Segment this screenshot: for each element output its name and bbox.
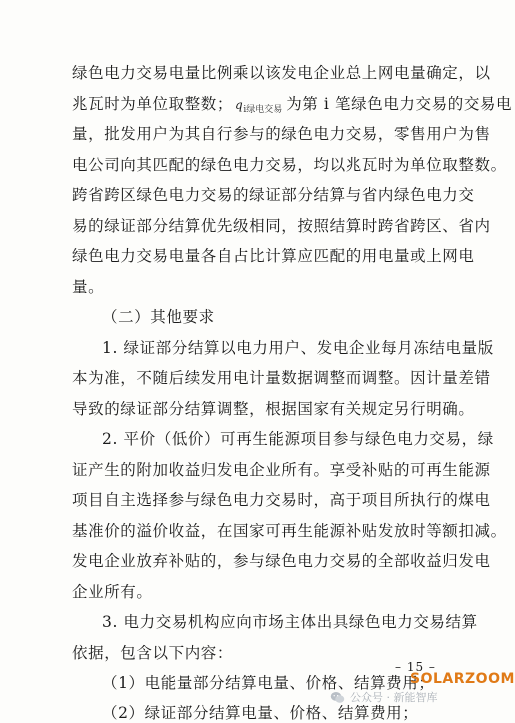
text-segment: 兆瓦时为单位取整数； [72,95,234,113]
text-line: 本为准，不随后续发用电计量数据调整而调整。因计量差错 [72,369,491,387]
formula-subscript: i绿电交易 [243,105,283,115]
text-line: 易的绿证部分结算优先级相同，按照结算时跨省跨区、省内 [72,217,491,235]
text-line: 量。 [72,278,105,296]
text-line: 量，批发用户为其自行参与的绿色电力交易，零售用户为售 [72,125,491,143]
text-line: 电公司向其匹配的绿色电力交易，均以兆瓦时为单位取整数。 [72,156,507,174]
text-line: 导致的绿证部分结算调整，根据国家有关规定另行明确。 [72,400,475,418]
text-line: 依据，包含以下内容： [72,644,234,662]
page-number: – 15 – [395,660,436,674]
text-line: 证产生的附加收益归发电企业所有。享受补贴的可再生能源 [72,461,491,479]
text-line: 发电企业放弃补贴的，参与绿色电力交易的全部收益归发电 [72,552,491,570]
text-line: 项目自主选择参与绿色电力交易时，高于项目所执行的煤电 [72,491,491,509]
section-heading: （二）其他要求 [102,308,215,326]
text-line: 跨省跨区绿色电力交易的绿证部分结算与省内绿色电力交 [72,186,475,204]
text-line: 企业所有。 [72,583,153,601]
list-item: （1）电能量部分结算电量、价格、结算费用； [102,674,435,692]
list-item: （2）绿证部分结算电量、价格、结算费用； [102,704,419,722]
text-line: 基准价的溢价收益，在国家可再生能源补贴发放时等额扣减。 [72,522,507,540]
brand-logo: SOLARZOOM [410,671,515,687]
text-line [72,94,512,120]
wechat-icon [330,690,345,705]
text-line: 绿色电力交易电量比例乘以该发电企业总上网电量确定，以 [72,64,491,82]
wechat-account-name: 公众号 · 新能智库 [350,691,438,704]
text-line: 1. 绿证部分结算以电力用户、发电企业每月冻结电量版 [102,339,494,357]
text-segment: 为第 i 笔绿色电力交易的交易电 [286,95,513,113]
text-line: 绿色电力交易电量各自占比计算应匹配的用电量或上网电 [72,247,475,265]
text-line: 3. 电力交易机构应向市场主体出具绿色电力交易结算 [102,613,478,631]
text-line: 2. 平价（低价）可再生能源项目参与绿色电力交易，绿 [102,430,494,448]
formula-variable: q [235,98,244,112]
wechat-attribution [330,688,438,706]
